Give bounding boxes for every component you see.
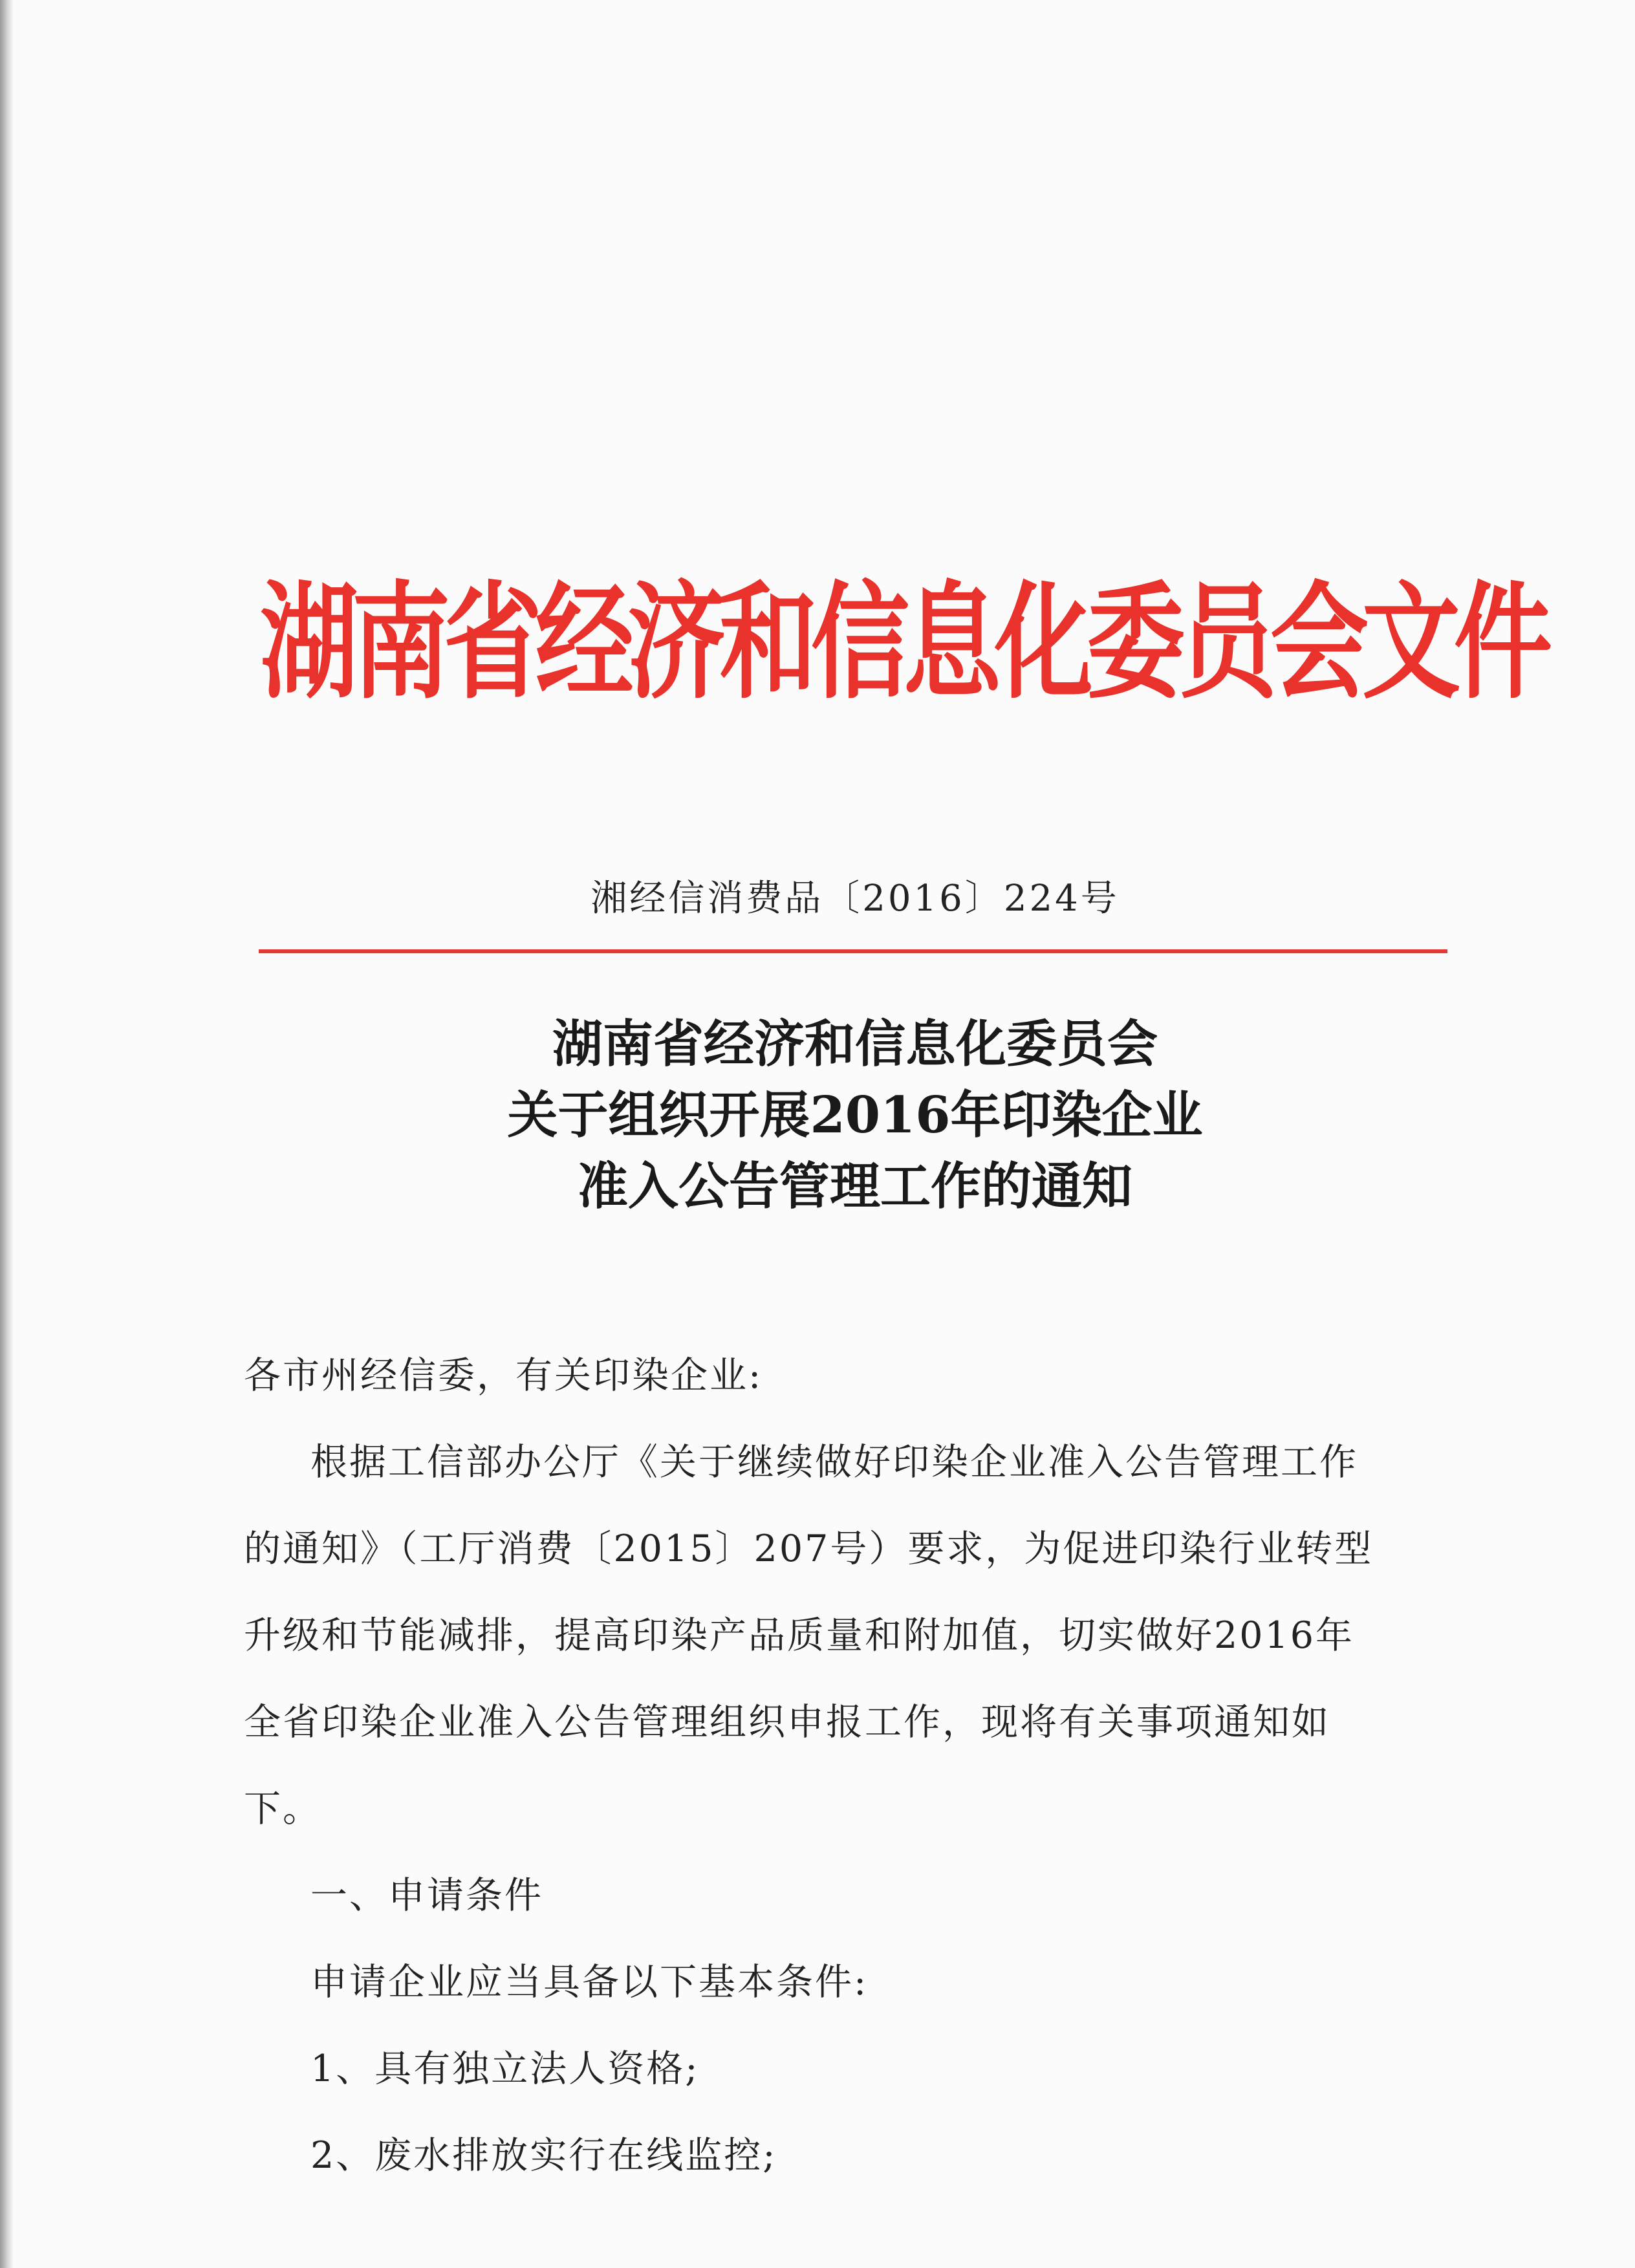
agency-header-title: 湖南省经济和信息化委员会文件	[260, 569, 1546, 717]
paragraph-line: 升级和节能减排，提高印染产品质量和附加值，切实做好2016年	[244, 1614, 1355, 1657]
notice-title-line: 湖南省经济和信息化委员会	[552, 1015, 1158, 1074]
document-page	[14, 0, 1635, 2268]
document-number: 湘经信消费品〔2016〕224号	[590, 878, 1120, 920]
salutation: 各市州经信委，有关印染企业:	[244, 1354, 763, 1397]
notice-title-line: 准入公告管理工作的通知	[577, 1157, 1132, 1216]
paragraph-line: 的通知》（工厅消费〔2015〕207号）要求，为促进印染行业转型	[244, 1528, 1374, 1570]
notice-title	[260, 1009, 1450, 1222]
paragraph-line: 下。	[244, 1787, 321, 1830]
scan-edge	[0, 0, 14, 2268]
header-divider-line	[259, 949, 1447, 953]
paragraph-line: 全省印染企业准入公告管理组织申报工作，现将有关事项通知如	[244, 1701, 1330, 1744]
section-intro: 申请企业应当具备以下基本条件:	[310, 1961, 869, 2003]
section-heading: 一、申请条件	[310, 1874, 543, 1917]
condition-item: 2、废水排放实行在线监控;	[310, 2134, 777, 2177]
notice-body	[244, 1332, 1447, 2199]
notice-title-line: 关于组织开展2016年印染企业	[507, 1086, 1203, 1145]
paragraph-line: 根据工信部办公厅《关于继续做好印染企业准入公告管理工作	[310, 1441, 1358, 1484]
condition-item: 1、具有独立法人资格;	[310, 2047, 700, 2090]
